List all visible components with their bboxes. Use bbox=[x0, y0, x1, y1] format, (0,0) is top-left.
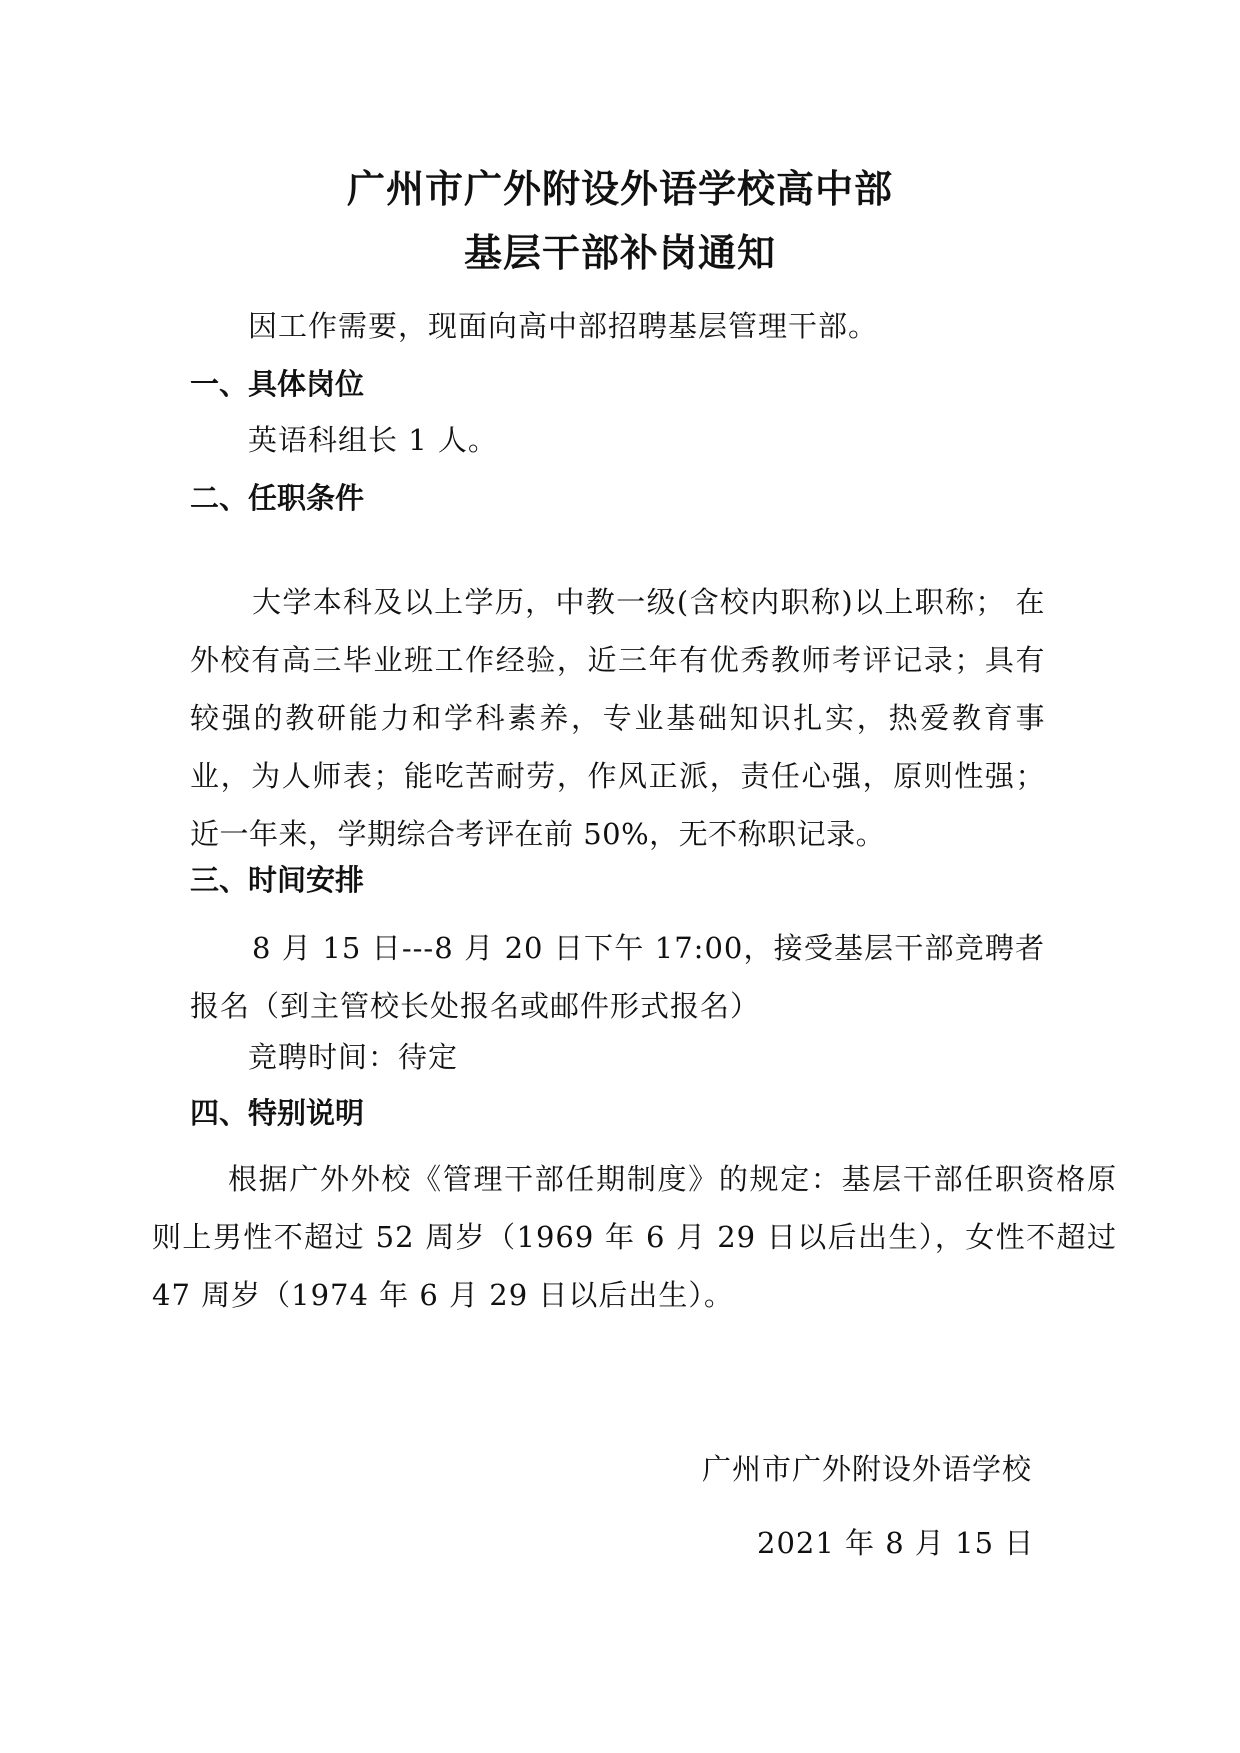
section-body-requirements: 大学本科及以上学历，中教一级(含校内职称)以上职称； 在外校有高三毕业班工作经验，近三年有优秀教师考评记录；具有较强的教研能力和学科素养，专业基础知识扎实，热爱教育事业，为人师表；能吃苦耐劳，作风正派，责任心强，原则性强；近一年来，学期综合考评在前 50%，无不称职记录。 bbox=[190, 585, 1045, 851]
document-title-line2: 基层干部补岗通知 bbox=[463, 231, 776, 275]
intro-paragraph: 因工作需要，现面向高中部招聘基层管理干部。 bbox=[248, 309, 879, 343]
section-body-schedule: 8 月 15 日---8 月 20 日下午 17:00，接受基层干部竞聘者报名（到主管校长处报名或邮件形式报名） bbox=[190, 931, 1045, 1023]
section-body-special-notes: 根据广外外校《管理干部任期制度》的规定：基层干部任职资格原则上男性不超过 52 周岁（1969 年 6 月 29 日以后出生），女性不超过 47 周岁（1974 年 6 月 29 日以后出生）。 bbox=[152, 1162, 1117, 1312]
signature-organization: 广州市广外附设外语学校 bbox=[702, 1452, 1033, 1486]
section-heading-positions: 一、具体岗位 bbox=[190, 367, 365, 401]
signature-date: 2021 年 8 月 15 日 bbox=[757, 1526, 1035, 1560]
section-body-positions: 英语科组长 1 人。 bbox=[248, 423, 498, 457]
section-heading-requirements: 二、任职条件 bbox=[190, 481, 365, 515]
document-title-line1: 广州市广外附设外语学校高中部 bbox=[346, 167, 893, 211]
section-body-schedule-interview: 竞聘时间：待定 bbox=[248, 1040, 459, 1074]
section-heading-schedule: 三、时间安排 bbox=[190, 863, 365, 897]
section-heading-special-notes: 四、特别说明 bbox=[190, 1096, 365, 1130]
